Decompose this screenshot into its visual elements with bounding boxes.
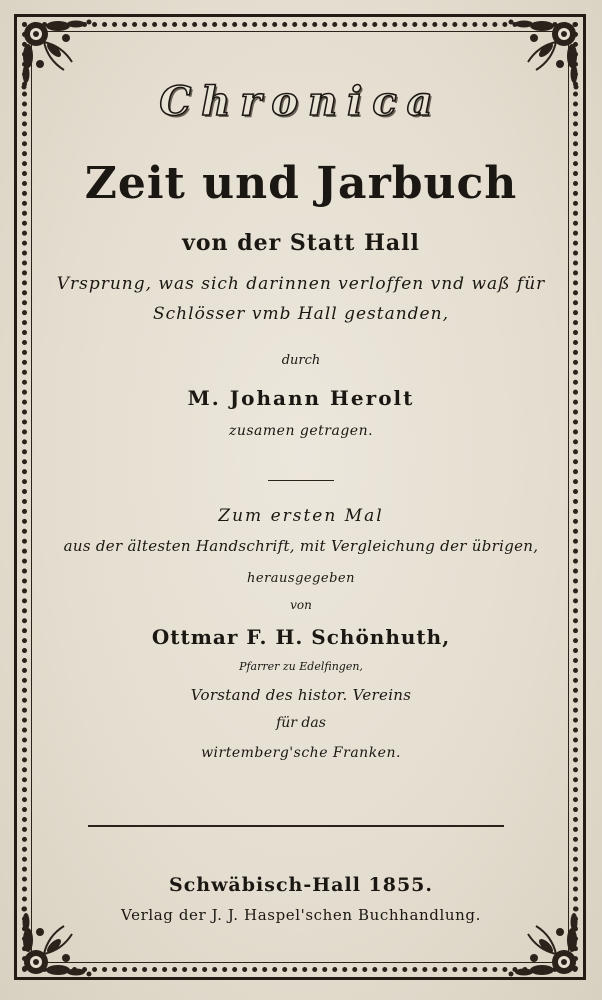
published-label: herausgegeben: [247, 571, 355, 586]
author-note: zusamen getragen.: [228, 423, 374, 439]
short-divider: [268, 480, 334, 481]
long-divider: [88, 825, 504, 827]
from-label: von: [290, 598, 312, 612]
editor-role-for: für das: [276, 715, 326, 731]
editor-role: Vorstand des histor. Vereins: [190, 686, 412, 704]
subtitle: von der Statt Hall: [182, 230, 420, 256]
imprint-place-year: Schwäbisch-Hall 1855.: [168, 874, 434, 896]
title-page-content: [40, 40, 562, 955]
description-line-1: Vrsprung, was sich darinnen verloffen vnd waß für: [56, 274, 546, 294]
main-title: Zeit und Jarbuch: [84, 158, 518, 209]
edition-description: aus der ältesten Handschrift, mit Vergleichung der übrigen,: [63, 537, 539, 555]
author-name: M. Johann Herolt: [187, 386, 415, 410]
description-line-2: Schlösser vmb Hall gestanden,: [153, 304, 449, 324]
imprint-publisher: Verlag der J. J. Haspel'schen Buchhandlung.: [121, 906, 481, 924]
editor-role-region: wirtemberg'sche Franken.: [201, 745, 401, 761]
by-label: durch: [281, 353, 321, 368]
edition-heading: Zum ersten Mal: [218, 506, 384, 526]
editor-name: Ottmar F. H. Schönhuth,: [151, 625, 451, 649]
editor-title: Pfarrer zu Edelfingen,: [239, 660, 363, 673]
chronica-heading: Chronica: [159, 78, 443, 125]
